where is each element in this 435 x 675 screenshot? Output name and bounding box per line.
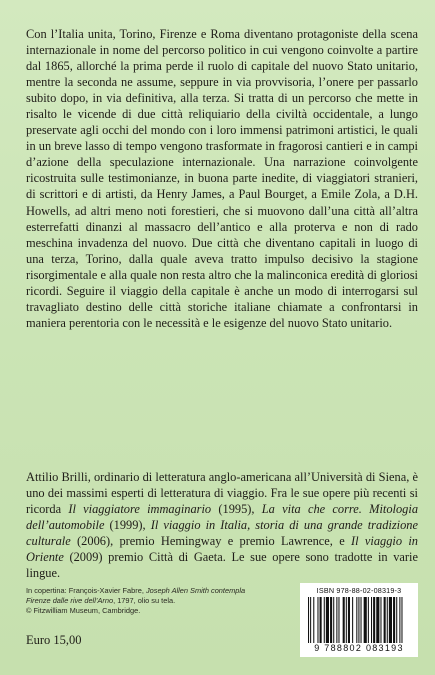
author-bio — [26, 469, 418, 581]
bio-text-d: (2006), premio Hemingway e premio Lawrence, e — [70, 534, 352, 549]
credit-line2: © Fitzwilliam Museum, Cambridge. — [26, 606, 141, 615]
bio-text-b: (1995), — [211, 502, 262, 517]
credit-line1-a: In copertina: François-Xavier Fabre, — [26, 586, 146, 595]
credit-line1-c: , 1797, olio su tela. — [113, 596, 176, 605]
barcode-icon — [308, 597, 410, 643]
bio-text-a: Attilio Brilli, ordinario di letteratura anglo-americana all’Università di Siena, è uno dei massimi esperti di letteratura di viaggio. Fra le sue opere più recenti si ricorda — [26, 470, 418, 517]
barcode-box — [300, 583, 418, 657]
price-label: Euro 15,00 — [26, 633, 82, 647]
bio-title-4: Il viaggio in Oriente — [26, 534, 418, 565]
bio-title-1: Il viaggiatore immaginario — [68, 502, 212, 517]
isbn-label: ISBN 978-88-02-08319-3 — [316, 586, 402, 595]
bio-title-2: La vita che corre. Mitologia dell’automobile — [26, 502, 419, 533]
bio-text-c: (1999), — [104, 518, 151, 533]
bio-title-3: Il viaggio in Italia, storia di una grande tradizione culturale — [26, 518, 418, 549]
bio-text-e: (2009) premio Città di Gaeta. Le sue opere sono tradotte in varie lingue. — [26, 550, 418, 581]
credit-artwork-title: Joseph Allen Smith contempla Firenze dalle rive dell’Arno — [26, 586, 246, 605]
blurb-paragraph: Con l’Italia unita, Torino, Firenze e Roma diventano protagoniste della scena internazionale in nome del percorso politico in cui vengono coinvolte a partire dal 1865, allorché la prima perde il ruolo di capitale del nuovo Stato unitario, mentre la seconda ne assume, seppure in via provvisoria, l’onere per passarlo subito dopo, in via definitiva, alla terza. Si tratta di un percorso che mette in risalto le vicende di due città reliquiario della civiltà occidentale, a lungo preservate agli occhi del mondo con i loro immensi patrimoni artistici, le quali in un breve lasso di tempo vengono trasformate in fragorosi cantieri e in campi d’azione della speculazione internazionale. Una narrazione coinvolgente ricostruita sulle testimonianze, in buona parte inedite, di viaggiatori stranieri, di scrittori e di artisti, da Henry James, a Paul Bourget, a Emile Zola, a D.H. Howells, ad altri meno noti forestieri, che si muovono dall’una città all’altra esterrefatti dinanzi al massacro dell’antico e alla proterva e non di rado meschina invadenza del nuovo. Due città che diventano capitali in luogo di una terza, Torino, dalla quale aveva tratto impulso decisivo la stagione risorgimentale e alla quale non resta altro che la malinconica eredità di gloriosi ricordi. Seguire il viaggio della capitale è anche un modo di interrogarsi sul travagliato destino delle città storiche italiane chiamate a confrontarsi in maniera perentoria con le necessità e le esigenze del nuovo Stato unitario. — [26, 27, 418, 330]
cover-credit — [26, 586, 266, 616]
barcode-digits: 9 788802 083193 — [314, 643, 404, 653]
